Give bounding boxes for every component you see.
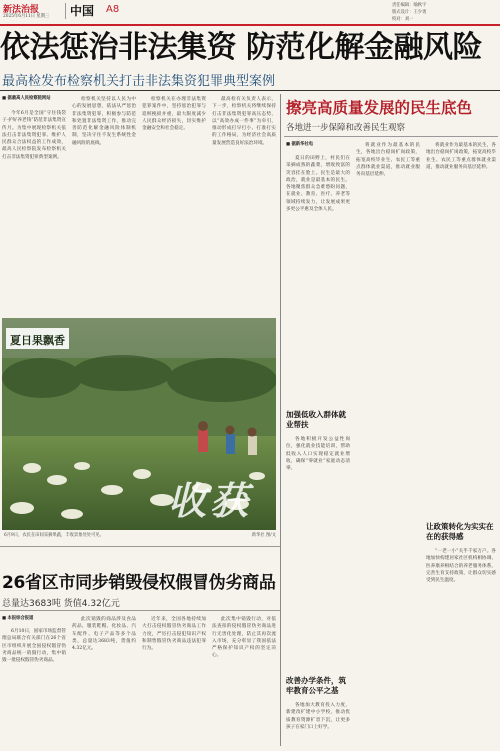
employment-col-1: 夏日的田野上，村民们在采摘成熟的蔬菜，增收致富的笑容挂在脸上。民生是最大的政治，就业是最基本的民生。各地聚焦群众急难愁盼问题，在就业、教育、医疗、养老等领域持续发力，让发展成果更多更公平惠及全体人民。	[286, 156, 350, 213]
issue-date: 2025年6月11日 星期三	[3, 14, 50, 19]
lead-subheadline: 最高检发布检察机关打击非法集资犯罪典型案例	[2, 74, 276, 89]
employment-byline: ■ 据新华社电	[286, 142, 314, 147]
bottom-col-1: 6月10日，国家市场监督管理总局联合有关部门在26个省区市组织开展全国侵权假冒伪劣商品统一销毁行动，集中销毁一批侵权假冒伪劣商品。	[2, 629, 66, 664]
masthead-rule	[0, 24, 500, 26]
employment-subhead-2: 改善办学条件，筑牢教育公平之基	[286, 676, 346, 695]
bottom-col-4: 此次集中销毁行动，对依法查扣的侵权假冒伪劣商品进行无害化处理，防止其再次流入市场，充分彰显了我国依法严格保护知识产权的坚定决心。	[212, 617, 276, 659]
bottom-subheadline: 总量达3683吨 货值4.32亿元	[2, 599, 120, 609]
employment-col-3: “一老一小”关乎千家万户。各地加快构建居家社区机构相协调、医养康养相结合的养老服务体系，完善生育支持政策，让群众切实感受到民生温度。	[426, 549, 496, 584]
photo-caption: 6月9日，农民在田间采摘果蔬，丰收景象处处可见。	[4, 533, 104, 538]
bottom-byline: ■ 本报综合报道	[2, 616, 34, 621]
feature-photo	[2, 318, 276, 530]
bottom-headline: 26省区市同步销毁侵权假冒伪劣商品	[2, 573, 276, 593]
designer-credit: 版式设计：王少勇	[392, 10, 427, 15]
photo-overlay-text: 收获	[167, 478, 252, 523]
employment-col-2b: 各地加大教育投入力度，新建改扩建中小学校，推动优质教育资源扩容下沉，让更多孩子在家门口上好学。	[286, 703, 350, 730]
employment-headline: 擦亮高质量发展的民生底色	[286, 99, 473, 117]
masthead	[0, 0, 500, 26]
photo-credit: 新华社 图/文	[251, 533, 276, 538]
bottom-col-3: 近年来，全国各地持续加大打击侵权假冒伪劣商品工作力度，严厉打击侵犯知识产权和制售假冒伪劣商品违法犯罪行为。	[142, 617, 206, 652]
paper-name: 新法治报	[3, 5, 40, 15]
employment-subheadline: 各地进一步保障和改善民生观察	[286, 123, 406, 133]
employment-col-1b: 各地积极开发公益性岗位，强化就业技能培训，帮助低收入人口实现稳定就业增收，确保“零就业”家庭动态清零。	[286, 437, 350, 472]
employment-subhead-1: 加强低收入群体就业帮扶	[286, 410, 346, 429]
page-number: A8	[106, 4, 120, 15]
lead-headline: 依法惩治非法集资 防范化解金融风险	[0, 30, 482, 65]
lead-col-2: 检察机关坚持以人民为中心的发展思想，依法从严惩治非法集资犯罪，积极参与防范和处置非法集资工作，推动完善防范化解金融风险体制机制，坚决守住不发生系统性金融风险的底线。	[72, 97, 136, 146]
employment-col-2: 将就业作为最基本的民生，各地出台稳岗扩岗政策，拓宽高校毕业生、农民工等重点群体就业渠道，推动就业服务向基层延伸。	[356, 143, 420, 178]
editor-credit: 责任编辑：喻秋宇	[392, 3, 427, 8]
proof-credit: 校对：刘一	[392, 17, 414, 22]
lead-col-3: 检察机关在办理非法集资犯罪案件中，坚持惩治犯罪与追赃挽损并重，最大限度减少人民群众经济损失，切实维护金融安全和社会稳定。	[142, 97, 206, 132]
lead-col-4: 最高检有关负责人表示，下一步，检察机关将继续保持打击非法集资犯罪高压态势，以“高效办成一件事”为牵引，推动形成打早打小、打准打实的工作格局，为经济社会高质量发展营造良好法治环境。	[212, 97, 276, 146]
section-name: 中国	[70, 4, 95, 18]
photo-title: 夏日果飘香	[10, 334, 65, 347]
lead-byline: ■ 据最高人民检察院网站	[2, 96, 51, 101]
employment-col-3-top: 将就业作为最基本的民生，各地出台稳岗扩岗政策，拓宽高校毕业生、农民工等重点群体就业渠道，推动就业服务向基层延伸。	[426, 143, 496, 170]
bottom-col-2: 此次销毁的商品涉及食品药品、服装鞋帽、化妆品、汽车配件、电子产品等多个品类，总量达3683吨，货值约4.32亿元。	[72, 617, 136, 652]
employment-subhead-3: 让政策转化为实实在在的获得感	[426, 522, 494, 541]
lead-col-1: 今年6月是全国“守住钱袋子·护好养老钱”防范非法集资宣传月。为集中展现检察机关依法打击非法集资犯罪、维护人民群众合法权益的工作成效，最高人民检察院发布检察机关打击非法集资犯罪典型案例。	[2, 111, 66, 160]
